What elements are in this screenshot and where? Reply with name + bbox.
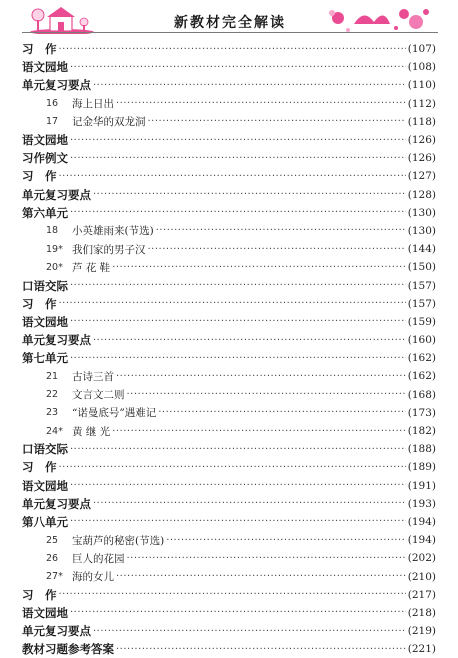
toc-entry-label: 语文园地 — [22, 60, 68, 75]
leader-dots — [70, 316, 406, 327]
toc-section-row — [22, 440, 436, 458]
page-number: (162) — [407, 352, 436, 365]
toc-entry-label: 宝葫芦的秘密(节选) — [72, 534, 165, 547]
page-number: (182) — [407, 425, 436, 438]
toc-entry-label: 习 作 — [22, 460, 57, 475]
page-number: (128) — [407, 188, 436, 201]
lesson-number: 19* — [46, 243, 63, 255]
page-number: (219) — [407, 625, 436, 638]
lesson-number: 20* — [46, 261, 63, 273]
leader-dots — [93, 80, 406, 91]
toc-entry-label: 教材习题参考答案 — [22, 642, 114, 657]
toc-entry-label: 单元复习要点 — [22, 78, 91, 93]
lesson-number: 22 — [46, 389, 59, 401]
page-number: (160) — [407, 334, 436, 347]
toc-entry-label: 第八单元 — [22, 514, 68, 529]
page-number: (130) — [407, 224, 436, 237]
toc-entry-label: 口语交际 — [22, 442, 68, 457]
toc-entry-label: 单元复习要点 — [22, 496, 91, 511]
leader-dots — [166, 535, 406, 546]
leader-dots — [59, 44, 406, 55]
toc-section-row — [22, 495, 436, 513]
toc-entry-label: 我们家的男子汉 — [72, 243, 146, 256]
toc-lesson-row — [22, 222, 436, 240]
page-number: (191) — [407, 479, 436, 492]
page-number: (159) — [407, 315, 436, 328]
toc-section-row — [22, 131, 436, 149]
lesson-number: 27* — [46, 571, 63, 583]
lesson-number: 18 — [46, 225, 59, 237]
leader-dots — [70, 62, 406, 73]
leader-dots — [148, 244, 406, 255]
page-number: (218) — [407, 606, 436, 619]
header-rule — [22, 32, 438, 33]
leader-dots — [93, 189, 406, 200]
leader-dots — [116, 98, 406, 109]
page-number: (118) — [407, 115, 436, 128]
leader-dots — [116, 644, 406, 655]
lesson-number: 23 — [46, 407, 59, 419]
toc-entry-label: 习 作 — [22, 296, 57, 311]
toc-entry-label: 巨人的花园 — [72, 552, 125, 565]
toc-entry-label: 单元复习要点 — [22, 333, 91, 348]
lesson-number: 24* — [46, 425, 63, 437]
page-number: (157) — [407, 279, 436, 292]
toc-entry-label: 习 作 — [22, 587, 57, 602]
leader-dots — [116, 571, 406, 582]
page-number: (194) — [407, 534, 436, 547]
page-number: (126) — [407, 134, 436, 147]
leader-dots — [59, 462, 406, 473]
page-number: (126) — [407, 152, 436, 165]
toc-entry-label: 习 作 — [22, 42, 57, 57]
table-of-contents — [22, 40, 436, 658]
page-number: (144) — [407, 243, 436, 256]
toc-section-row — [22, 58, 436, 76]
toc-section-row — [22, 586, 436, 604]
toc-entry-label: 语文园地 — [22, 314, 68, 329]
toc-section-row — [22, 149, 436, 167]
leader-dots — [70, 207, 406, 218]
page-number: (150) — [407, 261, 436, 274]
toc-section-row — [22, 167, 436, 185]
leader-dots — [93, 335, 406, 346]
leader-dots — [59, 298, 406, 309]
leader-dots — [70, 516, 406, 527]
toc-section-row — [22, 458, 436, 476]
page-number: (130) — [407, 206, 436, 219]
lesson-number: 21 — [46, 370, 59, 382]
leader-dots — [59, 171, 406, 182]
toc-entry-label: 语文园地 — [22, 133, 68, 148]
toc-entry-label: 习作例文 — [22, 151, 68, 166]
leader-dots — [116, 371, 406, 382]
page-number: (193) — [407, 497, 436, 510]
toc-entry-label: 海的女儿 — [72, 571, 114, 584]
toc-section-row — [22, 76, 436, 94]
leader-dots — [70, 444, 406, 455]
page-number: (188) — [407, 443, 436, 456]
toc-entry-label: 黄 继 光 — [72, 425, 111, 438]
leader-dots — [70, 353, 406, 364]
toc-lesson-row — [22, 386, 436, 404]
toc-lesson-row — [22, 531, 436, 549]
leader-dots — [93, 498, 406, 509]
leader-dots — [127, 553, 406, 564]
lesson-number: 16 — [46, 98, 59, 110]
leader-dots — [70, 153, 406, 164]
toc-lesson-row — [22, 258, 436, 276]
page-number: (127) — [407, 170, 436, 183]
leader-dots — [93, 626, 406, 637]
toc-section-row — [22, 331, 436, 349]
page-number: (194) — [407, 515, 436, 528]
leader-dots — [70, 280, 406, 291]
page-number: (210) — [407, 570, 436, 583]
toc-section-row — [22, 622, 436, 640]
header-title: 新教材完全解读 — [174, 15, 286, 31]
lesson-number: 25 — [46, 534, 59, 546]
leader-dots — [112, 426, 406, 437]
page-header — [22, 0, 438, 36]
toc-section-row — [22, 295, 436, 313]
page-number: (168) — [407, 388, 436, 401]
page-number: (217) — [407, 588, 436, 601]
leader-dots — [70, 480, 406, 491]
leader-dots — [158, 407, 406, 418]
toc-section-row — [22, 349, 436, 367]
toc-lesson-row — [22, 404, 436, 422]
toc-entry-label: 单元复习要点 — [22, 187, 91, 202]
toc-section-row — [22, 477, 436, 495]
toc-entry-label: 单元复习要点 — [22, 624, 91, 639]
toc-section-row — [22, 40, 436, 58]
toc-entry-label: 小英雄雨来(节选) — [72, 225, 154, 238]
leader-dots — [112, 262, 406, 273]
toc-lesson-row — [22, 240, 436, 258]
toc-lesson-row — [22, 113, 436, 131]
leader-dots — [59, 589, 406, 600]
page-number: (107) — [407, 43, 436, 56]
leader-dots — [127, 389, 406, 400]
toc-entry-label: “诺曼底号”遇难记 — [72, 407, 157, 420]
toc-section-row — [22, 640, 436, 658]
page-number: (110) — [407, 79, 436, 92]
toc-entry-label: 记金华的双龙洞 — [72, 116, 146, 129]
page-number: (108) — [407, 61, 436, 74]
toc-lesson-row — [22, 567, 436, 585]
lesson-number: 17 — [46, 116, 59, 128]
toc-entry-label: 语文园地 — [22, 605, 68, 620]
toc-entry-label: 文言文二则 — [72, 389, 125, 402]
page-number: (202) — [407, 552, 436, 565]
toc-section-row — [22, 276, 436, 294]
toc-entry-label: 第七单元 — [22, 351, 68, 366]
leader-dots — [70, 607, 406, 618]
lesson-number: 26 — [46, 552, 59, 564]
toc-section-row — [22, 313, 436, 331]
page-number: (157) — [407, 297, 436, 310]
toc-lesson-row — [22, 549, 436, 567]
page-number: (189) — [407, 461, 436, 474]
toc-entry-label: 海上日出 — [72, 98, 114, 111]
toc-entry-label: 第六单元 — [22, 205, 68, 220]
page-number: (162) — [407, 370, 436, 383]
toc-section-row — [22, 186, 436, 204]
flower-butterfly-decoration-icon — [324, 4, 434, 34]
toc-section-row — [22, 204, 436, 222]
toc-entry-label: 古诗三首 — [72, 370, 114, 383]
leader-dots — [148, 116, 406, 127]
leader-dots — [70, 135, 406, 146]
page-number: (173) — [407, 406, 436, 419]
toc-entry-label: 习 作 — [22, 169, 57, 184]
toc-lesson-row — [22, 367, 436, 385]
page-number: (221) — [407, 643, 436, 656]
toc-lesson-row — [22, 95, 436, 113]
page-number: (112) — [407, 97, 436, 110]
toc-entry-label: 芦 花 鞋 — [72, 261, 111, 274]
toc-entry-label: 语文园地 — [22, 478, 68, 493]
leader-dots — [156, 225, 406, 236]
toc-section-row — [22, 513, 436, 531]
toc-lesson-row — [22, 422, 436, 440]
toc-entry-label: 口语交际 — [22, 278, 68, 293]
